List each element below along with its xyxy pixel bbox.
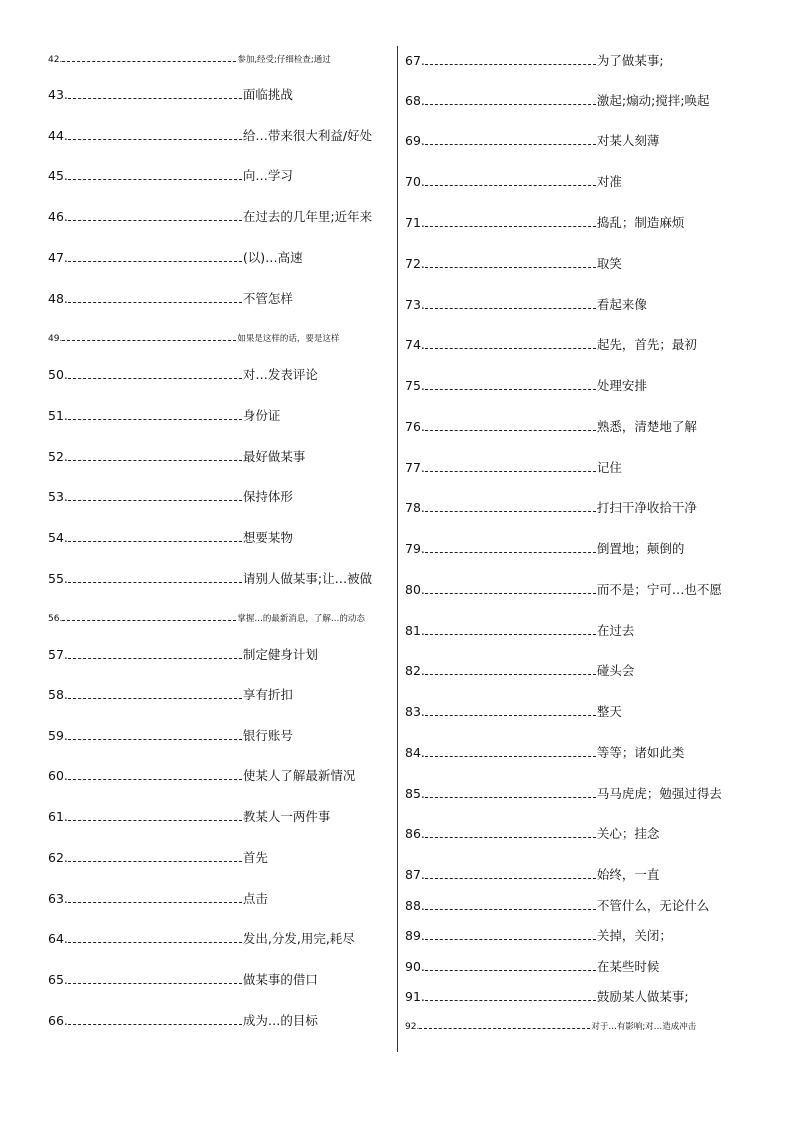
phrase-row xyxy=(405,132,659,150)
item-number: 71. xyxy=(405,215,425,230)
answer-blank[interactable] xyxy=(425,337,596,349)
item-number: 60. xyxy=(48,768,68,783)
answer-blank[interactable] xyxy=(68,571,242,583)
phrase-meaning: 教某人一两件事 xyxy=(242,809,331,824)
answer-blank[interactable] xyxy=(425,419,596,431)
phrase-row xyxy=(48,407,280,425)
phrase-row xyxy=(405,581,722,599)
answer-blank[interactable] xyxy=(425,928,596,940)
phrase-row xyxy=(48,930,355,948)
item-number: 62. xyxy=(48,850,68,865)
phrase-row xyxy=(405,897,709,915)
answer-blank[interactable] xyxy=(425,93,596,105)
phrase-row xyxy=(405,92,710,110)
item-number: 57. xyxy=(48,647,68,662)
item-number: 43. xyxy=(48,87,68,102)
item-number: 77. xyxy=(405,460,425,475)
item-number: 73. xyxy=(405,297,425,312)
item-number: 82. xyxy=(405,663,425,678)
phrase-meaning: 马马虎虎；勉强过得去 xyxy=(596,786,722,801)
answer-blank[interactable] xyxy=(425,898,596,910)
phrase-row xyxy=(48,1012,318,1030)
phrase-row xyxy=(48,609,365,627)
phrase-meaning: 处理安排 xyxy=(596,378,647,393)
phrase-meaning: 银行账号 xyxy=(242,728,293,743)
item-number: 74. xyxy=(405,337,425,352)
phrase-row xyxy=(48,488,293,506)
phrase-meaning: 在过去 xyxy=(596,623,635,638)
phrase-meaning: 向…学习 xyxy=(242,168,293,183)
phrase-meaning: 面临挑战 xyxy=(242,87,293,102)
item-number: 48. xyxy=(48,291,68,306)
phrase-row xyxy=(48,249,303,267)
phrase-row xyxy=(48,727,293,745)
answer-blank[interactable] xyxy=(68,367,242,379)
phrase-row xyxy=(48,849,268,867)
phrase-row xyxy=(48,646,318,664)
item-number: 72. xyxy=(405,256,425,271)
phrase-row xyxy=(405,459,622,477)
phrase-meaning: 对于…有影响;对…造成冲击 xyxy=(591,1022,697,1032)
item-number: 78. xyxy=(405,500,425,515)
item-number: 67. xyxy=(405,53,425,68)
answer-blank[interactable] xyxy=(425,215,596,227)
phrase-row xyxy=(48,366,318,384)
item-number: 54. xyxy=(48,530,68,545)
item-number: 90. xyxy=(405,959,425,974)
answer-blank[interactable] xyxy=(425,133,596,145)
phrase-meaning: 对准 xyxy=(596,174,622,189)
item-number: 69. xyxy=(405,133,425,148)
phrase-meaning: 掌握…的最新消息，了解…的动态 xyxy=(237,614,365,624)
answer-blank[interactable] xyxy=(68,891,242,903)
phrase-meaning: 等等；诸如此类 xyxy=(596,745,685,760)
answer-blank[interactable] xyxy=(68,408,242,420)
item-number: 56. xyxy=(48,614,63,624)
item-number: 88. xyxy=(405,898,425,913)
phrase-meaning: 鼓励某人做某事; xyxy=(596,989,689,1004)
phrase-meaning: 不管怎样 xyxy=(242,291,293,306)
answer-blank[interactable] xyxy=(68,931,242,943)
phrase-meaning: 在某些时候 xyxy=(596,959,660,974)
phrase-meaning: 想要某物 xyxy=(242,530,293,545)
answer-blank[interactable] xyxy=(62,329,236,341)
answer-blank[interactable] xyxy=(419,1017,590,1029)
phrase-meaning: 打扫干净收拾干净 xyxy=(596,500,697,515)
phrase-row xyxy=(405,377,647,395)
answer-blank[interactable] xyxy=(425,663,596,675)
answer-blank[interactable] xyxy=(425,378,596,390)
answer-blank[interactable] xyxy=(68,972,242,984)
phrase-meaning: 发出,分发,用完,耗尽 xyxy=(242,931,355,946)
phrase-row xyxy=(405,214,684,232)
item-number: 53. xyxy=(48,489,68,504)
phrase-meaning: 在过去的几年里;近年来 xyxy=(242,209,373,224)
item-number: 51. xyxy=(48,408,68,423)
answer-blank[interactable] xyxy=(68,647,242,659)
item-number: 61. xyxy=(48,809,68,824)
phrase-row xyxy=(48,686,293,704)
phrase-row xyxy=(405,825,659,843)
phrase-row xyxy=(405,418,697,436)
item-number: 59. xyxy=(48,728,68,743)
phrase-meaning: 关掉，关闭； xyxy=(596,928,672,943)
phrase-meaning: 首先 xyxy=(242,850,268,865)
item-number: 63. xyxy=(48,891,68,906)
item-number: 84. xyxy=(405,745,425,760)
item-number: 45. xyxy=(48,168,68,183)
answer-blank[interactable] xyxy=(425,541,596,553)
phrase-meaning: 身份证 xyxy=(242,408,281,423)
phrase-row xyxy=(48,208,372,226)
answer-blank[interactable] xyxy=(425,826,596,838)
phrase-row xyxy=(48,127,372,145)
item-number: 52. xyxy=(48,449,68,464)
phrase-row xyxy=(405,296,647,314)
phrase-row xyxy=(405,958,659,976)
answer-blank[interactable] xyxy=(425,867,596,879)
phrase-row xyxy=(405,622,634,640)
answer-blank[interactable] xyxy=(68,530,242,542)
answer-blank[interactable] xyxy=(62,609,236,621)
answer-blank[interactable] xyxy=(425,959,596,971)
phrase-meaning: 对…发表评论 xyxy=(242,367,318,382)
answer-blank[interactable] xyxy=(425,989,596,1001)
item-number: 47. xyxy=(48,250,68,265)
answer-blank[interactable] xyxy=(425,500,596,512)
phrase-meaning: 成为…的目标 xyxy=(242,1013,318,1028)
item-number: 44. xyxy=(48,128,68,143)
answer-blank[interactable] xyxy=(425,623,596,635)
phrase-meaning: (以)…高速 xyxy=(242,250,303,265)
phrase-meaning: 起先，首先；最初 xyxy=(596,337,697,352)
phrase-row xyxy=(48,890,268,908)
answer-blank[interactable] xyxy=(425,256,596,268)
phrase-meaning: 给…带来很大利益/好处 xyxy=(242,128,373,143)
answer-blank[interactable] xyxy=(68,768,242,780)
item-number: 49. xyxy=(48,334,63,344)
item-number: 42. xyxy=(48,55,63,65)
answer-blank[interactable] xyxy=(425,297,596,309)
phrase-meaning: 享有折扣 xyxy=(242,687,293,702)
phrase-row xyxy=(48,86,293,104)
item-number: 58. xyxy=(48,687,68,702)
answer-blank[interactable] xyxy=(68,1013,242,1025)
phrase-meaning: 为了做某事; xyxy=(596,53,664,68)
item-number: 76. xyxy=(405,419,425,434)
answer-blank[interactable] xyxy=(68,291,242,303)
phrase-row xyxy=(48,767,355,785)
item-number: 79. xyxy=(405,541,425,556)
phrase-meaning: 熟悉，清楚地了解 xyxy=(596,419,697,434)
phrase-meaning: 制定健身计划 xyxy=(242,647,318,662)
phrase-row xyxy=(405,540,684,558)
phrase-meaning: 保持体形 xyxy=(242,489,293,504)
answer-blank[interactable] xyxy=(425,53,596,65)
answer-blank[interactable] xyxy=(68,209,242,221)
item-number: 89. xyxy=(405,928,425,943)
item-number: 50. xyxy=(48,367,68,382)
phrase-row xyxy=(48,448,305,466)
phrase-row xyxy=(405,927,672,945)
answer-blank[interactable] xyxy=(68,168,242,180)
item-number: 92. xyxy=(405,1022,420,1032)
phrase-meaning: 碰头会 xyxy=(596,663,635,678)
phrase-meaning: 不管什么，无论什么 xyxy=(596,898,710,913)
item-number: 68. xyxy=(405,93,425,108)
column-divider xyxy=(397,46,398,1052)
phrase-meaning: 始终，一直 xyxy=(596,867,660,882)
answer-blank[interactable] xyxy=(425,460,596,472)
phrase-row xyxy=(405,703,622,721)
phrase-meaning: 对某人刻薄 xyxy=(596,133,660,148)
phrase-meaning: 取笑 xyxy=(596,256,622,271)
phrase-row xyxy=(48,971,318,989)
item-number: 87. xyxy=(405,867,425,882)
item-number: 91. xyxy=(405,989,425,1004)
item-number: 46. xyxy=(48,209,68,224)
phrase-row xyxy=(405,52,664,70)
item-number: 64. xyxy=(48,931,68,946)
phrase-row xyxy=(48,50,331,68)
phrase-meaning: 参加,经受;仔细检查;通过 xyxy=(237,55,331,65)
answer-blank[interactable] xyxy=(68,809,242,821)
phrase-meaning: 如果是这样的话，要是这样 xyxy=(237,334,340,344)
phrase-meaning: 关心；挂念 xyxy=(596,826,660,841)
item-number: 80. xyxy=(405,582,425,597)
answer-blank[interactable] xyxy=(68,87,242,99)
item-number: 81. xyxy=(405,623,425,638)
phrase-row xyxy=(405,255,622,273)
answer-blank[interactable] xyxy=(425,582,596,594)
item-number: 75. xyxy=(405,378,425,393)
answer-blank[interactable] xyxy=(68,687,242,699)
phrase-meaning: 看起来像 xyxy=(596,297,647,312)
item-number: 83. xyxy=(405,704,425,719)
phrase-row xyxy=(405,866,659,884)
item-number: 55. xyxy=(48,571,68,586)
phrase-meaning: 请别人做某事;让…被做 xyxy=(242,571,373,586)
answer-blank[interactable] xyxy=(68,728,242,740)
phrase-row xyxy=(48,808,330,826)
item-number: 86. xyxy=(405,826,425,841)
answer-blank[interactable] xyxy=(68,850,242,862)
phrase-row xyxy=(405,744,684,762)
item-number: 65. xyxy=(48,972,68,987)
item-number: 85. xyxy=(405,786,425,801)
answer-blank[interactable] xyxy=(62,50,236,62)
phrase-row xyxy=(48,529,293,547)
item-number: 70. xyxy=(405,174,425,189)
phrase-row xyxy=(405,173,622,191)
answer-blank[interactable] xyxy=(68,449,242,461)
phrase-meaning: 整天 xyxy=(596,704,622,719)
answer-blank[interactable] xyxy=(425,745,596,757)
answer-blank[interactable] xyxy=(425,786,596,798)
phrase-meaning: 激起;煽动;搅拌;唤起 xyxy=(596,93,710,108)
phrase-meaning: 使某人了解最新情况 xyxy=(242,768,356,783)
phrase-meaning: 最好做某事 xyxy=(242,449,306,464)
phrase-row xyxy=(48,167,293,185)
phrase-meaning: 做某事的借口 xyxy=(242,972,318,987)
phrase-row xyxy=(405,785,722,803)
answer-blank[interactable] xyxy=(68,250,242,262)
answer-blank[interactable] xyxy=(425,704,596,716)
phrase-row xyxy=(405,499,697,517)
phrase-row xyxy=(48,570,372,588)
answer-blank[interactable] xyxy=(68,128,242,140)
phrase-row xyxy=(48,329,339,347)
phrase-meaning: 而不是；宁可…也不愿 xyxy=(596,582,722,597)
answer-blank[interactable] xyxy=(68,489,242,501)
phrase-row xyxy=(405,988,689,1006)
phrase-meaning: 倒置地；颠倒的 xyxy=(596,541,685,556)
phrase-row xyxy=(405,1017,696,1035)
phrase-row xyxy=(48,290,293,308)
phrase-meaning: 点击 xyxy=(242,891,268,906)
phrase-row xyxy=(405,662,634,680)
phrase-meaning: 记住 xyxy=(596,460,622,475)
item-number: 66. xyxy=(48,1013,68,1028)
answer-blank[interactable] xyxy=(425,174,596,186)
phrase-row xyxy=(405,336,697,354)
phrase-meaning: 捣乱；制造麻烦 xyxy=(596,215,685,230)
